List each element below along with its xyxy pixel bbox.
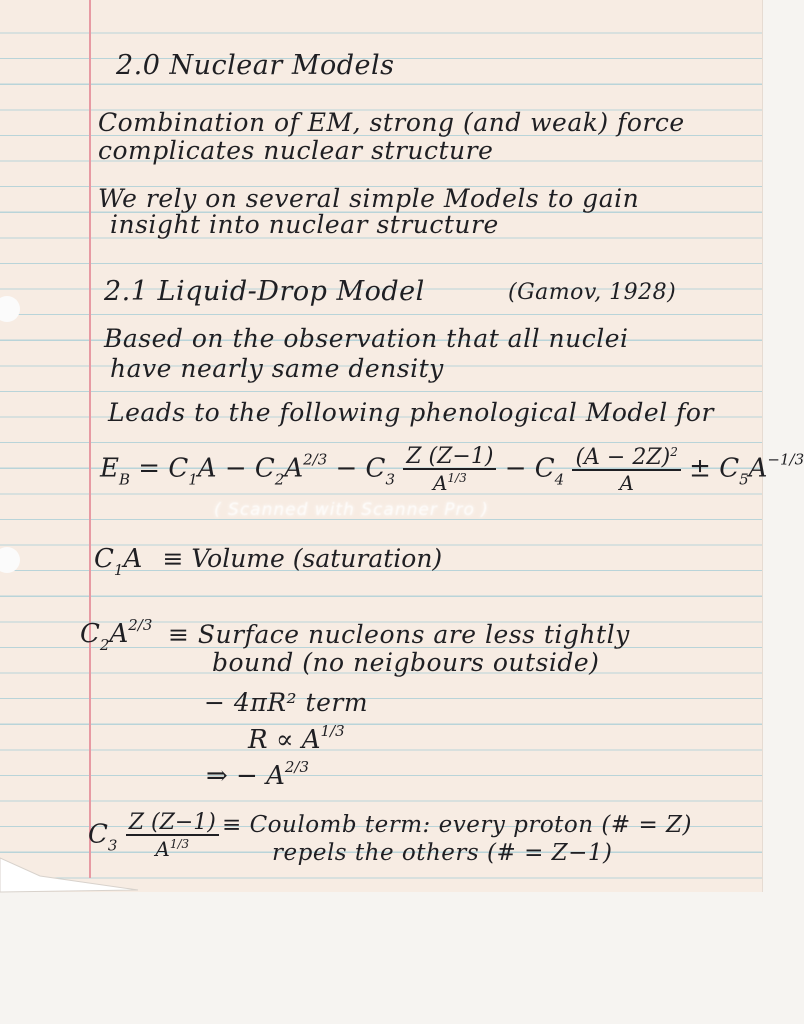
section-heading-2-0: 2.0 Nuclear Models xyxy=(116,50,395,81)
derivation-line: $R \propto A^{1/3}$ xyxy=(248,722,345,755)
coulomb-fraction: $\frac{Z (Z-1)}{A^{1/3}}$ xyxy=(403,446,496,493)
punch-hole xyxy=(0,547,20,573)
surface-term-symbol: $C_2A^{2/3}$ xyxy=(80,616,153,654)
derivation-line: ⇒ − $A^{2/3}$ xyxy=(206,758,310,791)
text-line: ≡ Surface nucleons are less tightly xyxy=(168,620,630,649)
text-line: We rely on several simple Models to gain xyxy=(98,184,640,213)
text-line: Combination of EM, strong (and weak) force xyxy=(98,108,685,137)
text-line: bound (no neigbours outside) xyxy=(212,648,600,677)
volume-term: $C_1A$ ≡ Volume (saturation) xyxy=(94,544,443,579)
text-line: complicates nuclear structure xyxy=(98,136,494,165)
text-line: repels the others (# = Z−1) xyxy=(272,840,613,866)
torn-page-corner xyxy=(0,858,140,898)
section-heading-2-1: 2.1 Liquid-Drop Model xyxy=(104,276,425,307)
scanner-watermark: ( Scanned with Scanner Pro ) xyxy=(214,500,489,520)
text-line: Based on the observation that all nuclei xyxy=(104,324,629,353)
asymmetry-fraction: $\frac{(A - 2Z)^2}{A}$ xyxy=(572,446,680,493)
margin-line xyxy=(89,0,91,878)
text-line: have nearly same density xyxy=(110,354,444,383)
text-line: ≡ Coulomb term: every proton (# = Z) xyxy=(222,812,692,838)
text-line: insight into nuclear structure xyxy=(110,210,499,239)
text-line: Leads to the following phenological Model for xyxy=(108,398,714,427)
derivation-line: − 4πR² term xyxy=(204,688,369,717)
coulomb-term-symbol: $C_3$ $\frac{Z (Z-1)}{A^{1/3}}$ xyxy=(88,812,219,859)
attribution: (Gamov, 1928) xyxy=(508,280,677,305)
binding-energy-formula: $E_B = C_1A - C_2A^{2/3} - C_3$ $\frac{Z (Z-1)}{A^{1/3}}$ − $C_4$ $\frac{(A - 2Z)^2}{A}$ ± $C_5A^{-1/3}$ xyxy=(100,444,804,495)
punch-hole xyxy=(0,296,20,322)
